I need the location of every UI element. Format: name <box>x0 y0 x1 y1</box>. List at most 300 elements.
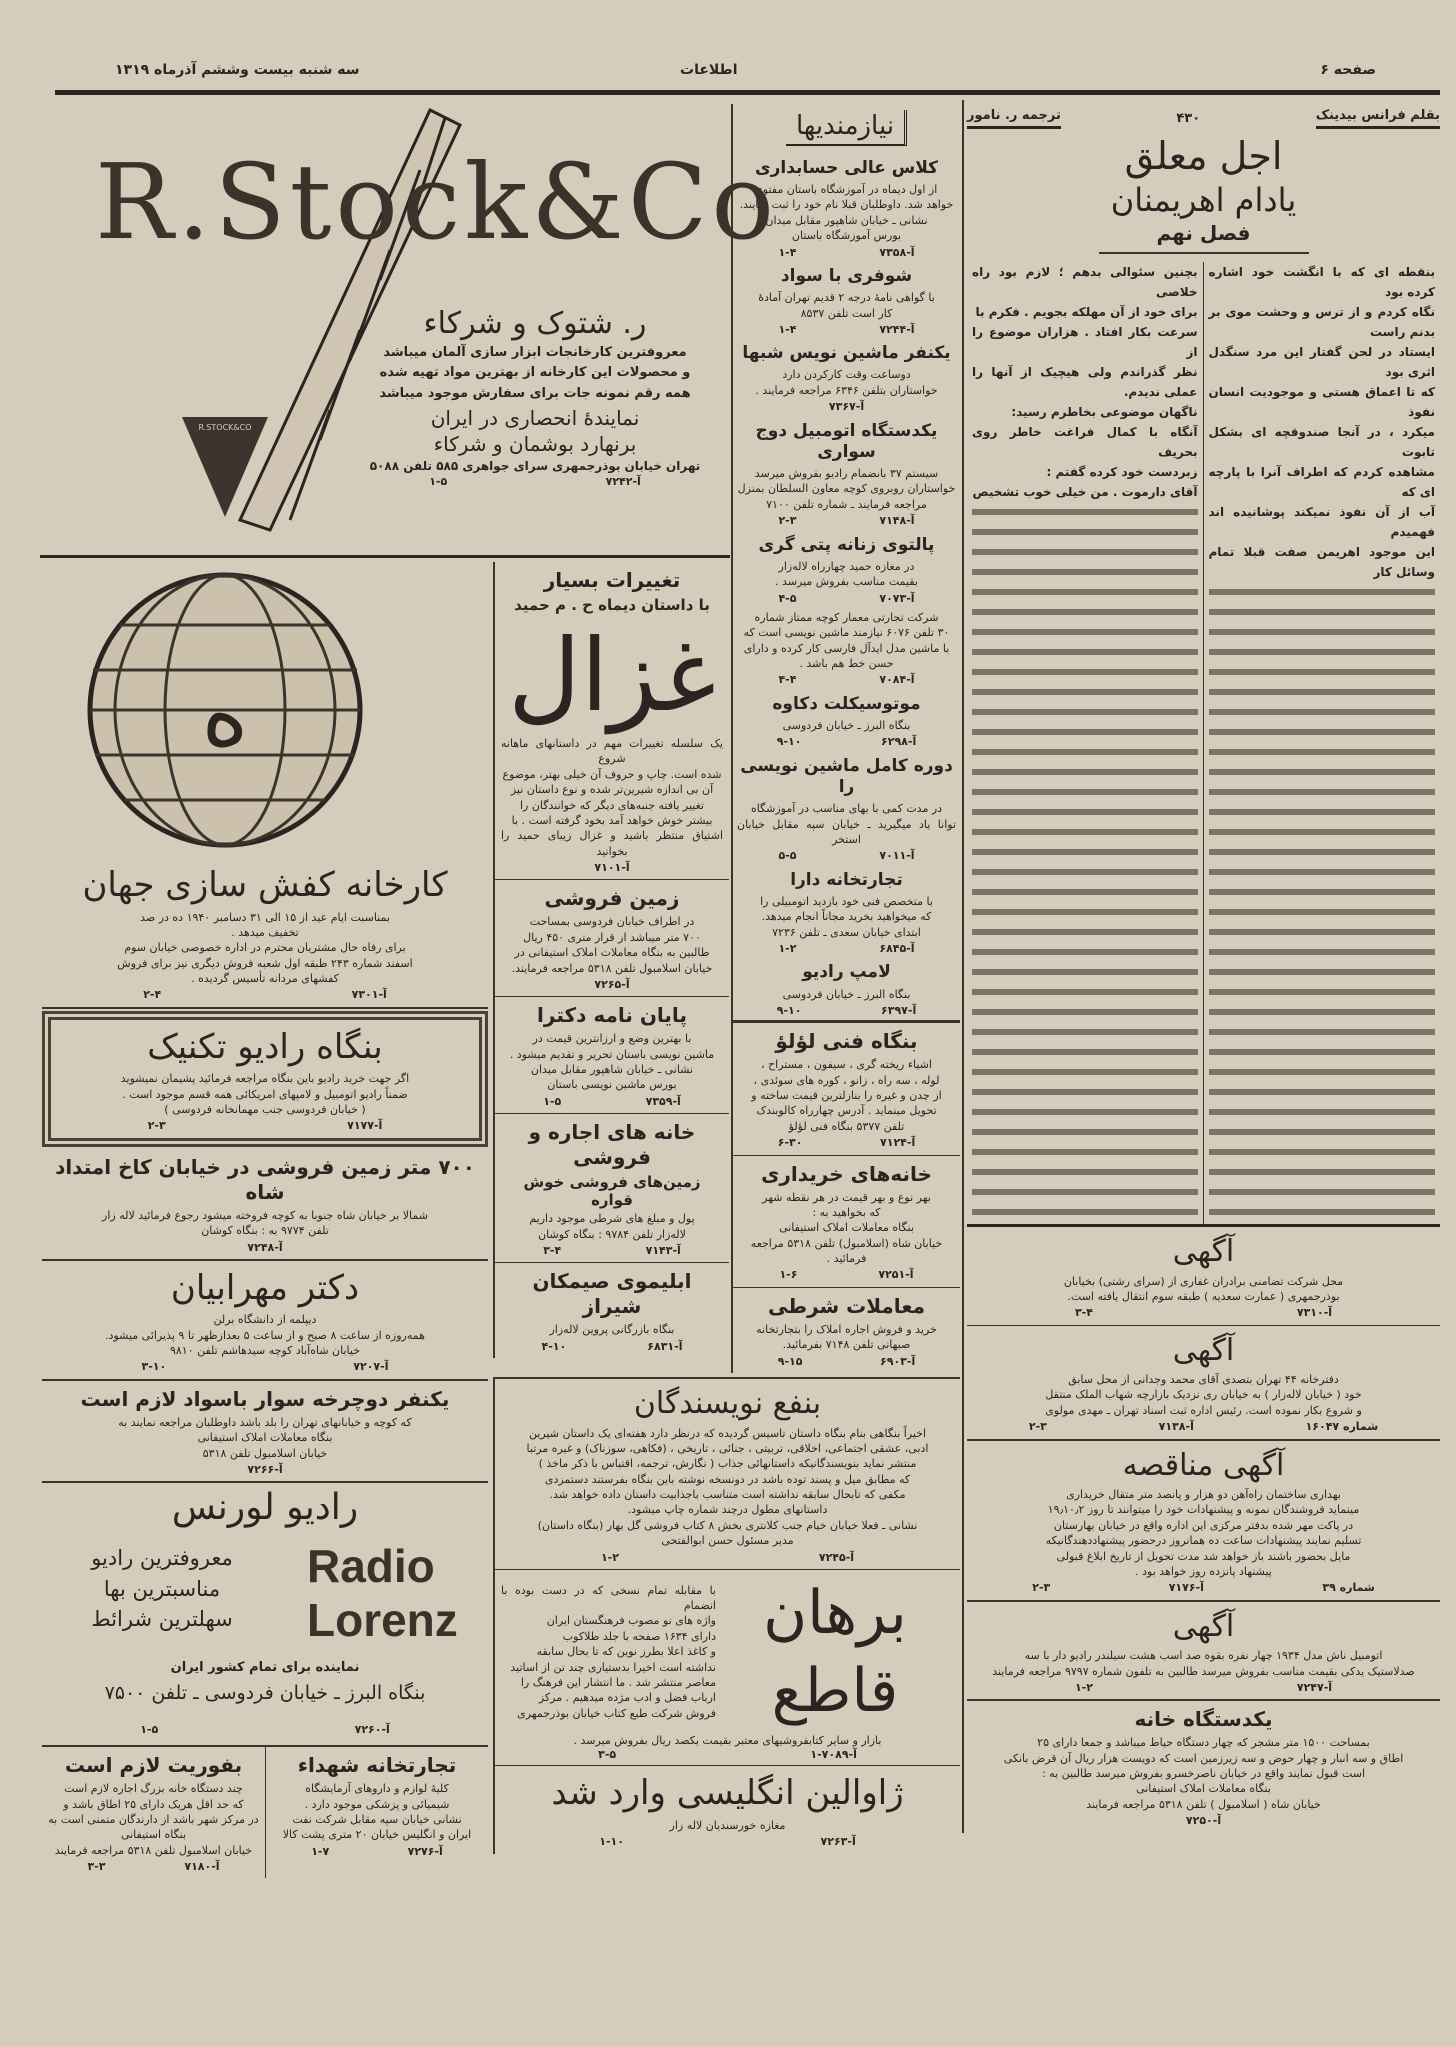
ad-title: آگهی مناقصه <box>1122 1447 1285 1483</box>
ad-footer <box>973 1814 1434 1828</box>
ad-line: لوله ، سه راه ، زانو ، کوره های سوئدی ، <box>753 1073 940 1087</box>
ad-lulu <box>733 1023 960 1155</box>
ad-line: بوذرجمهری ( عمارت سعدیه ) طبقه سوم انتقال یافته است. <box>1067 1289 1340 1303</box>
ad-line: از چدن و غیره را بنازلترین قیمت ساخته و <box>751 1089 942 1103</box>
ad-foriyat <box>42 1747 265 1878</box>
text-line: این موجود اهریمن صفت قبلا تمام وسائل کار <box>1208 545 1435 579</box>
ad-run: ۲-۴ <box>143 988 162 1002</box>
ad-line: صدلاستیک یدکی بقیمت مناسب بفروش میرسد طالبین به تلفون شماره ۹۷۹۷ مراجعه فرمایند <box>992 1664 1415 1678</box>
ad-run: ۳-۴ <box>543 1243 562 1257</box>
brand-wordmark: R.Stock&Co <box>95 141 779 263</box>
ad-line: ابتدای خیابان سعدی ـ تلفن ۷۲۳۶ <box>772 925 921 939</box>
ad-title: تجارتخانه دارا <box>790 869 903 890</box>
ad-footer <box>973 1420 1434 1434</box>
ad-footer <box>501 1551 954 1565</box>
ad-title: معاملات شرطی <box>768 1293 925 1318</box>
ad-line: که کوچه و خیابانهای تهران را بلد باشد داوطلبان مراجعه نمایند به <box>118 1415 412 1429</box>
ad-radio-teknik <box>42 1011 488 1147</box>
ad-line: با بهترین وضع و ارزانترین قیمت در <box>532 1032 692 1046</box>
ad-line: شیمیائی و پزشکی موجود دارد . <box>304 1797 450 1811</box>
text-line: سرعت بکار افتاد . هزاران موضوع را از <box>972 325 1198 359</box>
ad-title: یکنفر دوچرخه سوار باسواد لازم است <box>80 1386 450 1411</box>
ad-run: ۱-۵ <box>140 1723 159 1737</box>
classified-ad <box>733 958 960 1020</box>
ad-code: آ-۷۱۰۱ <box>594 861 630 875</box>
ad-run: ۱-۲ <box>778 942 797 956</box>
ad-line: نشانی ـ خیابان شاهپور مقابل میدان <box>765 213 928 227</box>
ad-title: آگهی <box>1172 1332 1235 1368</box>
ad-line: بقیمت مناسب بفروش میرسد . <box>775 575 918 589</box>
ad-khaneha <box>495 1114 729 1263</box>
text-line: فروش شرکت طبع کتاب خیابان بوذرجمهری <box>517 1706 716 1720</box>
ad-house <box>967 1701 1440 1832</box>
ad-line: دفترخانه ۴۴ تهران بتصدی آقای محمد وجدانی از محل سابق <box>1068 1373 1339 1387</box>
ad-footer <box>48 988 482 1002</box>
ad-payan-nameh <box>495 997 729 1114</box>
ad-title: دکتر مهرابیان <box>170 1267 360 1308</box>
ad-run: ۲-۳ <box>778 514 797 528</box>
ornamental-rule <box>1099 252 1309 254</box>
ad-title: تجارتخانه شهداء <box>297 1753 457 1778</box>
ad-code: آ-۷۳۱۰ <box>1296 1306 1333 1320</box>
column-middle-left <box>493 562 729 1358</box>
ad-title: یکدستگاه خانه <box>1134 1707 1273 1732</box>
ad-address: تهران خیابان بوذرجمهری سرای جواهری ۵۸۵ تلفن ۵۰۸۸ <box>369 458 701 473</box>
ad-line: دوساعت وقت کارکردن دارد <box>782 368 911 382</box>
ad-line: توانا یاد میگیرید ـ خیابان سپه مقابل خیابان استخر <box>737 817 956 846</box>
ad-nevisandegan <box>495 1379 960 1570</box>
ad-line: و شروع بکار نموده است. رئیس اداره ثبت اسناد تهران ـ مهدی مولوی <box>1045 1403 1362 1417</box>
ad-line: بنگاه معاملات املاک استیفانی <box>1136 1782 1271 1796</box>
ad-code: آ-۷۰۸۹-۱ <box>810 1748 857 1762</box>
ad-code: آ-۷۰۱۱ <box>879 849 915 863</box>
svg-text:ه: ه <box>201 662 249 767</box>
classified-ad <box>733 866 960 959</box>
ad-code: آ-۷۲۴۵ <box>818 1550 855 1564</box>
ad-code: آ-۷۱۴۸ <box>879 514 915 528</box>
ad-line: در پاکت مهر شده بدفتر مرکزی این اداره واقع در خیابان بهارستان <box>1053 1518 1354 1532</box>
ad-title: یکنفر ماشین نویس شبها <box>742 343 951 364</box>
ad-line: در مدت کمی با بهای مناسب در آموزشگاه <box>750 802 943 816</box>
ad-code: آ-۷۲۴۸ <box>247 1240 283 1254</box>
ad-line: تحویل مینماید . آدرس چهارراه کالوبندک <box>756 1104 937 1118</box>
ad-run: ۱-۴ <box>778 245 797 259</box>
ad-run: ۹-۱۰ <box>776 735 802 749</box>
ad-footer <box>737 400 956 414</box>
ad-line: با ماشین مدل ایدآل فارسی کار کرده و دارای <box>743 641 950 655</box>
ad-line: است قبول نمایند واقع در خیابان ناصرخسرو بفروش میرسد طالبین به : <box>1041 1767 1366 1781</box>
ad-line: کفشهای مردانه تأسیس گردیده . <box>191 972 339 986</box>
ad-line: ایران و انگلیس خیابان ۲۰ متری پشت کالا <box>282 1828 472 1842</box>
ad-line: ( خیابان فردوسی جنب مهمانخانه فردوسی ) <box>164 1103 366 1117</box>
ad-line: شرکت تجارتی معمار کوچه ممتاز شماره <box>754 610 939 624</box>
ad-docharkhe <box>42 1381 488 1483</box>
ad-line: بنگاه البرز ـ خیابان فردوسی <box>782 718 911 732</box>
ad-title: خانه های اجاره و فروشی <box>528 1120 696 1170</box>
ad-line: خیابان شاه‌آباد کوچه سیدهاشم تلفن ۹۸۱۰ <box>169 1344 361 1358</box>
serial-author: بقلم فرانس بیدینک <box>1316 106 1440 129</box>
ad-code: آ-۶۸۳۱ <box>647 1339 683 1353</box>
ad-title: کارخانه کفش سازی جهان <box>82 865 448 905</box>
ad-line: که میخواهید بخرید مجاناً انجام میدهد. <box>761 910 932 924</box>
serial-title: اجل معلق <box>1124 133 1283 178</box>
text-line: که تا اعماق هستی و موجودیت انسان نفوذ <box>1208 385 1435 419</box>
ad-line: تغییر یافته جنبه‌های دیگر که خوانندگان را <box>519 798 704 812</box>
ad-line: مدیر مسئول حسن ابوالفتحی <box>661 1534 794 1548</box>
ad-line: حسن خط هم باشد . <box>799 657 894 671</box>
ad-line: خیابان شاه ( اسلامبول ) تلفن ۵۳۱۸ مراجعه فرمایند <box>1086 1797 1321 1811</box>
ad-code: آ-۷۱۲۴ <box>880 1136 916 1150</box>
ad-code: آ-۷۱۷۷ <box>347 1119 383 1133</box>
ad-line: خرید و فروش اجاره املاک را بتجارتخانه <box>756 1322 937 1336</box>
svg-text:R.STOCK&CO: R.STOCK&CO <box>198 423 252 432</box>
ad-run: ۱-۲ <box>600 1550 619 1564</box>
ad-title: ابلیموی صیمکان شیراز <box>532 1269 692 1319</box>
ad-line: مایل بحضور باشند باز خواهد شد مدت تحویل از تاریخ ابلاغ قبولی <box>1056 1549 1351 1563</box>
ad-title: ر. شتوک و شرکاء <box>423 306 647 341</box>
ad-footer <box>501 1835 954 1849</box>
ad-zamin-forushi <box>495 880 729 997</box>
ad-line: اتومبیل ناش مدل ۱۹۳۴ چهار نفره بقوه صد اسب هشت سیلندر رادیو دار با سه <box>1024 1649 1383 1663</box>
ad-code: آ-۶۳۹۷ <box>881 1003 917 1017</box>
ad-line: نشانی ـ خیابان شاهپور مقابل میدان <box>530 1063 694 1077</box>
text-line: و محصولات این کارخانه از بهترین مواد تهیه شده <box>379 365 691 381</box>
ad-code: آ-۷۲۴۷ <box>1296 1680 1333 1694</box>
ad-number: شماره ۳۹ <box>1322 1581 1375 1595</box>
ad-footer <box>739 1268 954 1282</box>
ad-footer <box>737 323 956 337</box>
ad-line: بمساحت ۱۵۰۰ متر مشجر که چهار دستگاه حیاط میباشد و جمعا دارای ۲۵ <box>1037 1736 1370 1750</box>
text-line: معاصر منتشر شد . ما انتشار این فرهنگ را <box>520 1676 716 1689</box>
ad-line: خواستاران روبروی کوچه معاون السلطان بمنزل <box>737 482 956 496</box>
ad-run: ۳-۴ <box>1074 1306 1093 1320</box>
ad-run: ۳-۳ <box>87 1860 106 1874</box>
ad-run: ۹-۱۰ <box>776 1003 802 1017</box>
notice-tender <box>967 1441 1440 1602</box>
text-line: واژه های نو مصوب فرهنگستان ایران <box>546 1614 716 1628</box>
text-line: با مقابله تمام نسخی که در دست بوده با انضمام <box>501 1583 716 1613</box>
text-line: بچنین سئوالی بدهم ؛ لازم بود راه خلاصی <box>972 265 1198 299</box>
ad-line: منتشر نماید بنویسندگانیکه داستانهائی جذاب ( نگارش، ترجمه، اقتباس با ذکر ماخذ ) <box>538 1457 917 1471</box>
ad-footer <box>57 1119 473 1133</box>
calligraphy-title: برهان قاطع <box>763 1577 907 1726</box>
ad-line: با گواهی نامهٔ درجه ۲ قدیم تهران آمادهٔ <box>758 291 935 305</box>
ad-line: شده است. چاپ و حروف آن خیلی بهتر، موضوع <box>502 767 722 781</box>
ad-footer <box>737 942 956 956</box>
ad-footer <box>739 1355 954 1369</box>
ad-run: ۴-۱۰ <box>541 1339 567 1353</box>
ad-footer <box>737 514 956 528</box>
ad-line: بورس آموزشگاه باستان <box>791 229 902 243</box>
ad-title: بنگاه فنی لؤلؤ <box>775 1029 918 1054</box>
ad-moamelat-sharti <box>733 1288 960 1373</box>
ad-code: آ-۷۲۵۱ <box>878 1268 914 1282</box>
ad-run: ۳-۵ <box>598 1748 617 1762</box>
ad-footer <box>48 1860 259 1874</box>
text-line: مناسبترین بها <box>103 1576 221 1601</box>
text-line: ایستاد در لحن گفتار این مرد سنگدل اثری بود <box>1208 345 1435 379</box>
ad-line: اطاق و سه انبار و چهار حوض و سه زیرزمین است که دویست هزار ریال آن قرض بانکی <box>1003 1751 1404 1765</box>
column-left <box>42 562 488 1878</box>
text-line: آقای دارموت . من خیلی خوب تشخیص <box>972 485 1198 499</box>
ad-footer <box>501 861 723 875</box>
ad-footer <box>737 1004 956 1018</box>
column-right <box>962 100 1440 1833</box>
ad-line: داستانهای مطول درچند شماره چاپ میشود. <box>627 1503 828 1517</box>
ad-line: بنگاه معاملات املاک استیفانی <box>779 1221 914 1235</box>
ad-line: یک سلسله تغییرات مهم در داستانهای ماهانه شروع <box>501 737 723 766</box>
ad-line: چند دستگاه خانه بزرگ اجاره لازم است <box>64 1782 243 1796</box>
text-line: نظر گذراندم ولی هیچیک از آنها را عملی ندیدم. <box>972 365 1198 399</box>
ad-line: بیشتر خوش خواهد آمد بخود گرفته است . با <box>511 813 713 827</box>
ad-footer <box>501 1340 723 1354</box>
ad-ablimu <box>495 1263 729 1358</box>
ad-line: خیابان اسلامبول تلفن ۵۳۱۸ مراجعه فرمایند. <box>511 961 713 975</box>
ad-title: موتوسیکلت دکاوه <box>772 693 921 714</box>
ad-title: یکدستگاه اتومبیل دوج سواری <box>755 420 938 462</box>
ad-title: زمین فروشی <box>544 886 680 911</box>
ad-run: ۱-۵ <box>429 474 448 488</box>
ad-code: آ-۶۸۴۵ <box>879 942 915 956</box>
ad-line: کار است تلفن ۸۵۳۷ <box>800 306 893 320</box>
ad-line: ماشین نویسی باستان تحریر و تقدیم میشود . <box>509 1047 715 1061</box>
ad-code: آ-۷۳۵۸ <box>879 245 915 259</box>
newspaper-name: اطلاعات <box>680 62 738 78</box>
ad-line: مکفی که تابحال سابقه نداشته است متناسب باجذابیت داستان داده خواهد شد. <box>549 1488 906 1502</box>
ad-footer <box>737 735 956 749</box>
serial-text <box>972 262 1198 502</box>
ad-run: ۱-۵ <box>543 1094 562 1108</box>
ad-title: شوفری با سواد <box>780 265 913 286</box>
ad-line: نشانی ـ فعلا خیابان خیام جنب کلانتری بخش ۸ کتاب فروشی گل بهار (بنگاه داستان) <box>537 1518 918 1532</box>
ad-footer <box>501 978 723 992</box>
ad-title: بنگاه رادیو تکنیک <box>147 1026 383 1067</box>
ad-code: آ-۷۱۴۳ <box>645 1243 681 1257</box>
ad-line: خواستاران بتلفن ۶۳۴۶ مراجعه فرمایند . <box>755 383 938 397</box>
ad-line: ضمناً رادیو اتومبیل و لامپهای امریکائی همه قسم موجود است . <box>122 1087 408 1101</box>
ad-line: تلفن ۹۷۷۴ به : بنگاه کوشان <box>201 1224 329 1238</box>
ad-code: آ-۷۲۴۲ <box>605 474 641 488</box>
serial-body <box>967 262 1440 1227</box>
ad-run: ۶-۳۰ <box>777 1136 803 1150</box>
stock-logo-triangle <box>180 412 270 522</box>
ad-subtitle: زمین‌های فروشی خوش قواره <box>523 1173 701 1210</box>
classifieds-heading: نیازمندیها <box>786 110 907 146</box>
ad-line: که حد اقل هریک دارای ۲۵ اطاق باشد و <box>63 1797 244 1811</box>
ad-dr-mehrabian <box>42 1261 488 1381</box>
brand-lorenz: Lorenz <box>307 1594 458 1647</box>
ad-title: پالتوی زنانه پتی گری <box>758 534 935 555</box>
masthead-rule <box>55 90 1440 95</box>
ad-line: کلیهٔ لوازم و داروهای آزمایشگاه <box>305 1782 449 1796</box>
ad-title: تغییرات بسیار <box>543 568 681 592</box>
ad-line: اشیاء ریخته گری ، سیفون ، مستراح ، <box>761 1058 932 1072</box>
ad-code: آ-۷۲۴۴ <box>879 322 915 336</box>
ad-code: آ-۶۲۹۸ <box>881 735 917 749</box>
ad-footer <box>973 1681 1434 1695</box>
classified-ad <box>733 608 960 690</box>
ad-line: تخفیف میدهد . <box>231 925 299 939</box>
ad-line: در اطراف خیابان فردوسی بمساحت <box>529 915 695 929</box>
text-line: آب از آن نفوذ نمیکند پوشانیده اند فهمیدم <box>1208 505 1435 539</box>
ad-title: بنفع نویسندگان <box>633 1386 822 1421</box>
ad-footer <box>501 1244 723 1258</box>
notice-2 <box>967 1326 1440 1441</box>
ad-footer <box>973 1306 1434 1320</box>
ad-run: ۲-۳ <box>1028 1420 1047 1434</box>
ad-footer <box>973 1581 1434 1595</box>
ad-line: ۷۰۰ متر میباشد از قرار متری ۴۵۰ ریال <box>523 930 701 944</box>
ad-code: آ-۷۰۷۳ <box>879 591 915 605</box>
ad-line: ادبی، عشقی اجتماعی، اخلاقی، تربیتی ، جنائی ، تاریخی ، (فکاهی، سوزناک) و غیره مرتبا <box>526 1441 929 1455</box>
ad-code: آ-۷۲۶۵ <box>594 977 630 991</box>
ad-line: اشتیاق منتظر باشید و غزال زیبای حمید را بخوانید <box>501 829 723 858</box>
classified-ad <box>733 531 960 608</box>
ad-run: ۴-۴ <box>778 673 797 687</box>
ad-code: آ-۷۱۷۶ <box>1168 1581 1204 1595</box>
serial-text-continued <box>1209 582 1436 1224</box>
ad-body <box>350 343 720 405</box>
serial-translator: ترجمه ر. نامور <box>967 106 1061 129</box>
ad-title: ژاوالین انگلیسی وارد شد <box>551 1773 904 1814</box>
ad-radio-lorenz <box>42 1483 488 1747</box>
ad-run: ۲-۳ <box>1032 1581 1051 1595</box>
ad-footer <box>501 1095 723 1109</box>
ad-address: بنگاه البرز ـ خیابان فردوسی ـ تلفن ۷۵۰۰ <box>104 1682 426 1705</box>
ad-line: در مغازه حمید چهارراه لاله‌زار <box>778 559 915 573</box>
ad-line: از اول دیماه در آموزشگاه باستان مفتوح <box>755 183 938 197</box>
ad-run: ۵-۵ <box>778 849 797 863</box>
ad-code: آ-۷۲۶۰ <box>354 1723 390 1737</box>
ad-code: آ-۷۳۰۱ <box>351 988 387 1002</box>
ad-line: اخیراً بنگاهی بنام بنگاه داستان تاسیس گردیده که درنظر دارد هفته‌ای یک داستان شیرین <box>528 1426 927 1440</box>
ad-line: با متخصص فنی خود بازدید اتومبیلی را <box>760 894 933 908</box>
ad-line: بهداری ساختمان راه‌آهن دو هزار و پانصد متر متقال خریداری <box>1066 1488 1341 1502</box>
ad-line: بورس ماشین نویسی باستان <box>547 1078 677 1092</box>
ad-line: نشانی خیابان سپه مقابل شرکت نفت <box>292 1813 462 1827</box>
serial-number: ۴۳۰ <box>1176 111 1201 126</box>
ad-subtitle: با داستان دیماه ح . م حمید <box>514 596 710 614</box>
ad-r-stock <box>40 100 779 558</box>
classified-ad <box>733 262 960 339</box>
ad-title: کلاس عالی حسابداری <box>755 157 938 178</box>
ad-code: آ-۶۹۰۳ <box>880 1354 916 1368</box>
text-line: سهلترین شرائط <box>91 1607 233 1632</box>
ad-body <box>501 1583 716 1722</box>
ad-ghazal <box>495 562 729 880</box>
text-line: مشاهده کردم که اطراف آنرا با پارچه ای که <box>1208 465 1435 499</box>
ad-line: محل شرکت تضامنی برادران غفاری از (سرای رشتی) بخیابان <box>1063 1274 1344 1288</box>
ad-footer <box>48 1241 482 1255</box>
ad-agent: برنهارد بوشمان و شرکاء <box>433 431 637 456</box>
text-line: بنقطه ای که با انگشت خود اشاره کرده بود <box>1208 265 1435 299</box>
text-line: برای خود از آن مهلکه بجویم . فکرم با <box>975 305 1198 319</box>
ad-code: آ-۷۳۵۹ <box>645 1094 681 1108</box>
ad-footer <box>739 1136 954 1150</box>
classifieds-list <box>733 154 960 1023</box>
ad-title: لامپ رادیو <box>802 962 891 983</box>
ad-borhan-qate <box>495 1570 960 1766</box>
ad-code: آ-۷۱۸۰ <box>184 1860 220 1874</box>
ad-line: مینماید فروشندگان نمونه و پیشنهادات خود را میتوانند تا روز ۱۹٫۱۰٫۲ <box>1047 1503 1360 1517</box>
ad-line: خود ( خیابان لاله‌زار ) به خیابان ری نزدیک بازارچه شهاب الملک منتقل <box>1045 1388 1362 1402</box>
ad-code: آ-۷۲۶۶ <box>247 1462 283 1476</box>
ad-line: تلفن ۵۳۷۷ بنگاه فنی لؤلؤ <box>788 1119 905 1133</box>
ad-line: صبهانی تلفن ۷۱۴۸ بفرمائید. <box>782 1338 911 1352</box>
ad-title: بفوریت لازم است <box>64 1753 243 1778</box>
ad-line: مراجعه فرمایند ـ شماره تلفن ۷۱۰۰ <box>766 497 927 511</box>
text-line: نگاه کردم و از ترس و وحشت موی بر بدنم راست <box>1208 305 1435 339</box>
ad-line: برای رفاه حال مشتریان محترم در اداره خصوصی خیابان سوم <box>124 941 406 955</box>
ad-line: اسفند شماره ۲۴۳ طبقه اول شعبه فروش دیگری نیز برای فروش <box>117 956 413 970</box>
ad-line: طالبین به بنگاه معاملات املاک استیفانی در <box>514 946 710 960</box>
serial-text-continued <box>972 502 1198 1224</box>
ad-line: بهر نوع و بهر قیمت در هر نقطه شهر <box>762 1190 931 1204</box>
ad-title: پایان نامه دکترا <box>537 1003 687 1028</box>
text-line: معروفترین رادیو <box>91 1546 233 1571</box>
ad-code: آ-۷۲۵۰ <box>1185 1814 1222 1828</box>
serial-column-left <box>967 262 1204 1224</box>
column-classifieds <box>731 104 960 1373</box>
ad-line: خیابان شاه (اسلامبول) تلفن ۵۳۱۸ مراجعه <box>750 1236 943 1250</box>
ad-run: ۱-۴ <box>778 322 797 336</box>
serial-byline <box>967 100 1440 133</box>
ad-title: رادیو لورنس <box>171 1487 359 1529</box>
ad-run: ۱-۶ <box>779 1268 798 1282</box>
ad-run: ۱-۲ <box>1074 1680 1093 1694</box>
text-line: آنگاه با کمال فراغت خاطر روی بحریف <box>972 425 1198 459</box>
text-line: دارای ۱۶۳۴ صفحه با جلد طلاکوب <box>562 1629 716 1643</box>
classified-ad <box>733 752 960 866</box>
page-number: صفحه ۶ <box>1320 62 1376 78</box>
ad-line: فرمائید . <box>826 1252 867 1266</box>
ad-rep: نمایندهٔ انحصاری در ایران <box>430 405 640 430</box>
serial-subtitle: یادام اهریمنان <box>1110 181 1297 219</box>
ad-shohada <box>265 1747 488 1878</box>
ad-line: بمناسبت ایام عید از ۱۵ الی ۳۱ دسامبر ۱۹۴۰ ده در صد <box>140 910 390 924</box>
ad-line: سیستم ۳۷ بانضمام رادیو بفروش میرسد <box>754 467 939 481</box>
globe-shoe-illustration <box>85 562 365 858</box>
ad-line: بنگاه استیفانی <box>120 1828 187 1842</box>
ad-line: پول و مبلغ های شرطی موجود داریم <box>529 1212 695 1226</box>
ad-title: آگهی <box>1172 1234 1235 1269</box>
text-line: میکرد ، در آنجا صندوقچه ای بشکل تابوت <box>1208 425 1435 459</box>
ad-line: خیابان اسلامبول تلفن ۵۳۱۸ مراجعه فرمایند <box>54 1843 253 1857</box>
ad-line: شمالا بر خیابان شاه جنوبا به کوچه فروخته میشود رجوع فرمائید لاله زار <box>102 1208 428 1222</box>
classified-ad <box>733 690 960 752</box>
ad-footer <box>48 1360 482 1374</box>
classified-ad <box>733 417 960 531</box>
ad-line: در مرکز شهر باشد از دارندگان متمنی است به <box>48 1813 259 1827</box>
ad-title: دوره کامل ماشین نویسی را <box>740 755 953 797</box>
text-line: معروفترین کارخانجات ابزار سازی آلمان میباشد <box>383 344 687 360</box>
ad-line: خواهد شد. داوطلبان قبلا نام خود را ثبت نمایند. <box>739 198 954 212</box>
ad-body <box>52 1543 272 1634</box>
notice-1 <box>967 1227 1440 1326</box>
ad-run: ۳-۱۰ <box>141 1360 167 1374</box>
ad-run: ۱-۱۰ <box>599 1835 624 1849</box>
ad-code: آ-۷۳۶۷ <box>828 400 865 414</box>
ad-line: مغازه خورسندیان لاله زار <box>669 1818 786 1832</box>
ad-number: شماره ۱۶۰۴۷ <box>1305 1420 1379 1434</box>
ad-line: همه‌روزه از ساعت ۸ صبح و از ساعت ۵ بعدازظهر تا ۹ پذیرائی میشود. <box>105 1328 425 1342</box>
text-line: همه رقم نمونه جات برای سفارش موجود میباشد <box>379 386 691 402</box>
ad-title: ۷۰۰ متر زمین فروشی در خیابان کاخ امتداد شاه <box>55 1154 475 1204</box>
ad-rep: نماینده برای تمام کشور ایران <box>170 1660 360 1676</box>
bottom-middle-section <box>493 1377 960 1854</box>
ad-line: آن بی اندازه شیرین‌تر شده و نوع داستان نیز <box>510 783 714 797</box>
ad-line: ۳۰ تلفن ۶۰۷۶ نیازمند ماشین نویسی است که <box>743 626 950 640</box>
